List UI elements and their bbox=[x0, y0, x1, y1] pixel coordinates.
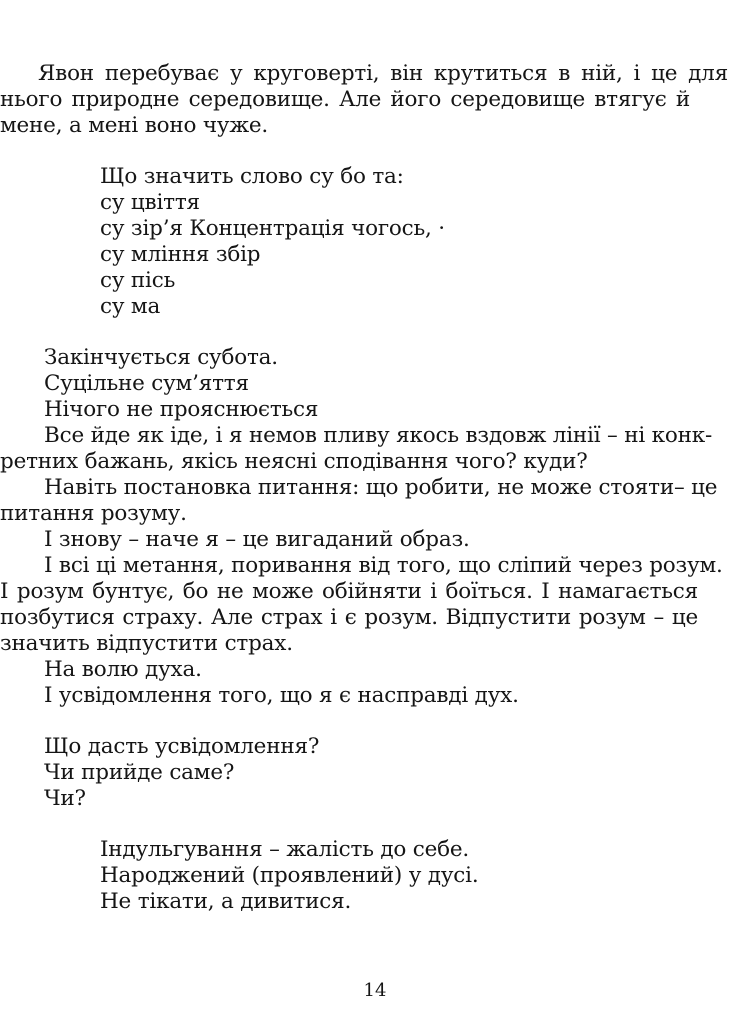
section-2-line-14: І усвідомлення того, що я є насправді дух. bbox=[44, 683, 519, 708]
poem-1-line-5: су пісь bbox=[100, 268, 176, 293]
paragraph-1-line-2: нього природне середовище. Але його середовище втягує й bbox=[0, 87, 690, 112]
section-2-line-12: значить відпустити страх. bbox=[0, 631, 293, 656]
section-2-line-13: На волю духа. bbox=[44, 657, 202, 682]
poem-2-line-2: Народжений (проявлений) у дусі. bbox=[100, 863, 479, 888]
section-2-line-7: питання розуму. bbox=[0, 501, 187, 526]
section-2-line-8: І знову – наче я – це вигаданий образ. bbox=[44, 527, 470, 552]
section-2-line-6: Навіть постановка питання: що робити, не може стояти– це bbox=[44, 475, 718, 500]
question-2: Чи прийде саме? bbox=[44, 760, 235, 785]
poem-2-line-3: Не тікати, а дивитися. bbox=[100, 889, 352, 914]
section-2-line-9: І всі ці метання, поривання від того, що сліпий через розум. bbox=[44, 553, 723, 578]
section-2-line-2: Суцільне сум’яття bbox=[44, 371, 249, 396]
poem-1-line-1: Що значить слово су бо та: bbox=[100, 164, 404, 189]
question-3: Чи? bbox=[44, 786, 86, 811]
section-2-line-1: Закінчується субота. bbox=[44, 345, 278, 370]
section-2-line-10: І розум бунтує, бо не може обійняти і боїться. І намагається bbox=[0, 579, 698, 604]
paragraph-1-line-3: мене, а мені воно чуже. bbox=[0, 113, 269, 138]
poem-1-line-6: су ма bbox=[100, 294, 161, 319]
page-number: 14 bbox=[363, 980, 387, 1001]
poem-1-line-3: су зір’я Концентрація чогось, · bbox=[100, 216, 445, 241]
section-2-line-5: ретних бажань, якісь неясні сподівання чого? куди? bbox=[0, 449, 588, 474]
section-2-line-11: позбутися страху. Але страх і є розум. Відпустити розум – це bbox=[0, 605, 698, 630]
poem-1-line-2: су цвіття bbox=[100, 190, 200, 215]
paragraph-1-line-1: Явон перебуває у круговерті, він крутиться в ній, і це для bbox=[38, 61, 728, 86]
section-2-line-3: Нічого не прояснюється bbox=[44, 397, 319, 422]
section-2-line-4: Все йде як іде, і я немов пливу якось вздовж лінії – ні конк- bbox=[44, 423, 713, 448]
poem-1-line-4: су млiння збір bbox=[100, 242, 261, 267]
question-1: Що дасть усвідомлення? bbox=[44, 734, 320, 759]
poem-2-line-1: Індульгування – жалість до себе. bbox=[100, 837, 470, 862]
